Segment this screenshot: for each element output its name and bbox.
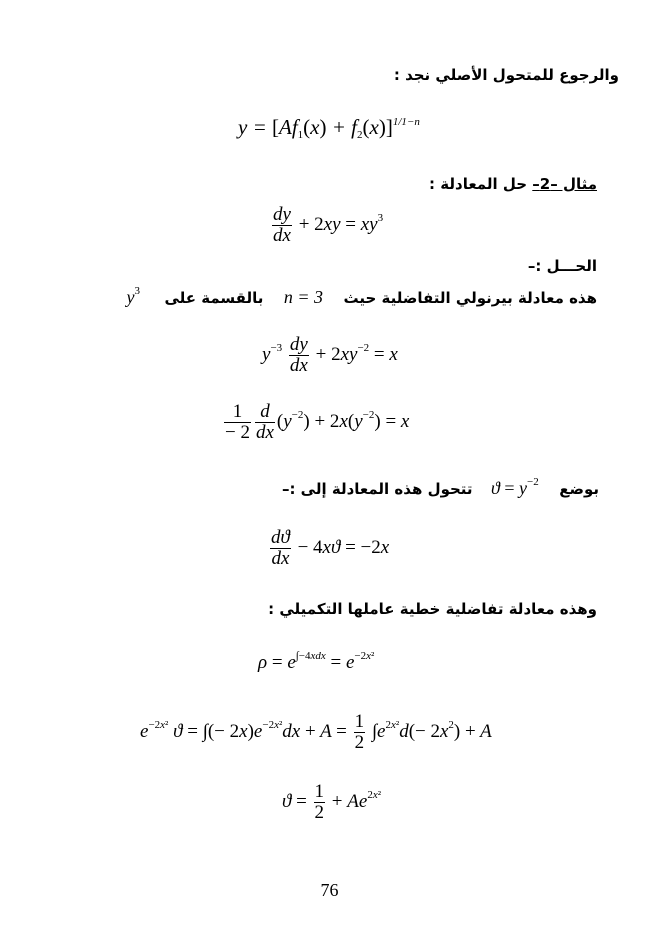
substitution-line <box>282 478 599 499</box>
equation-4: $\frac{1}{- 2}$ $\frac{d}{dx}$ $(y^{-2}) + 2x(y^{-2}) = x$ <box>225 401 410 443</box>
equation-7: $\rho = e^{\int-4xdx} = e^{-2x^2}$ <box>258 650 375 673</box>
equation-1-body: $y = [Af_1(x) + f_2(x)]^{1/1-n}$ <box>238 115 420 141</box>
page-number: 76 <box>320 880 339 900</box>
equation-8: $e^{-2x^2}$ ϑ = ∫(− $2x)e^{-2x^2}dx + A$ = $\frac{1}{2}$ $\int e^{2x^2}d(- 2x^2) + A$ <box>140 711 492 753</box>
example-2-label: مثال –2– <box>532 175 597 193</box>
bernoulli-line <box>127 287 597 308</box>
equation-3: $y^{-3}$ $\frac{dy}{dx}$ + $2xy^{-2} = x$ <box>262 334 398 376</box>
fraction-dy-dx-2: $\frac{dy}{dx}$ <box>289 334 308 376</box>
substitution-text-b: تتحول هذه المعادلة إلى :– <box>281 480 473 498</box>
fraction-dy-dx: $\frac{dy}{dx}$ <box>273 204 291 246</box>
linear-equation-text: وهذه معادلة تفاضلية خطية عاملها التكميلي : <box>268 600 597 618</box>
bernoulli-text-a: هذه معادلة بيرنولي التفاضلية حيث <box>343 289 597 307</box>
fraction-one-half-2: $\frac{1}{2}$ <box>314 781 325 823</box>
example-2-text: حل المعادلة : <box>429 175 533 193</box>
example-2-heading <box>429 175 597 193</box>
substitution-text-a: بوضع <box>559 480 599 498</box>
bernoulli-text-b: بالقسمة على <box>164 289 264 307</box>
equation-9: ϑ = $\frac{1}{2}$ + $Ae^{2x^2}$ <box>282 781 382 823</box>
fraction-one-half: $\frac{1}{2}$ <box>354 711 365 753</box>
equation-6: $\frac{dϑ}{dx}$ − 4xϑ = −2x <box>271 527 390 569</box>
substitution-equation: $ϑ = y^{-2}$ <box>491 476 539 498</box>
fraction-dtheta-dx: $\frac{dϑ}{dx}$ <box>271 527 290 569</box>
fraction-d-dx: $\frac{d}{dx}$ <box>255 401 274 443</box>
equation-1 <box>238 115 420 140</box>
solution-label: الحـــل :– <box>527 257 597 275</box>
bernoulli-n: n = 3 <box>283 287 323 307</box>
text-back-to-original: والرجوع للمتحول الأصلي نجد : <box>393 66 619 84</box>
equation-2: $\frac{dy}{dx}$ + $2xy = xy^3$ <box>273 204 384 246</box>
bernoulli-y3: $y^3$ <box>126 285 141 307</box>
fraction-one-over-minus-two: $\frac{1}{- 2}$ <box>225 401 250 443</box>
